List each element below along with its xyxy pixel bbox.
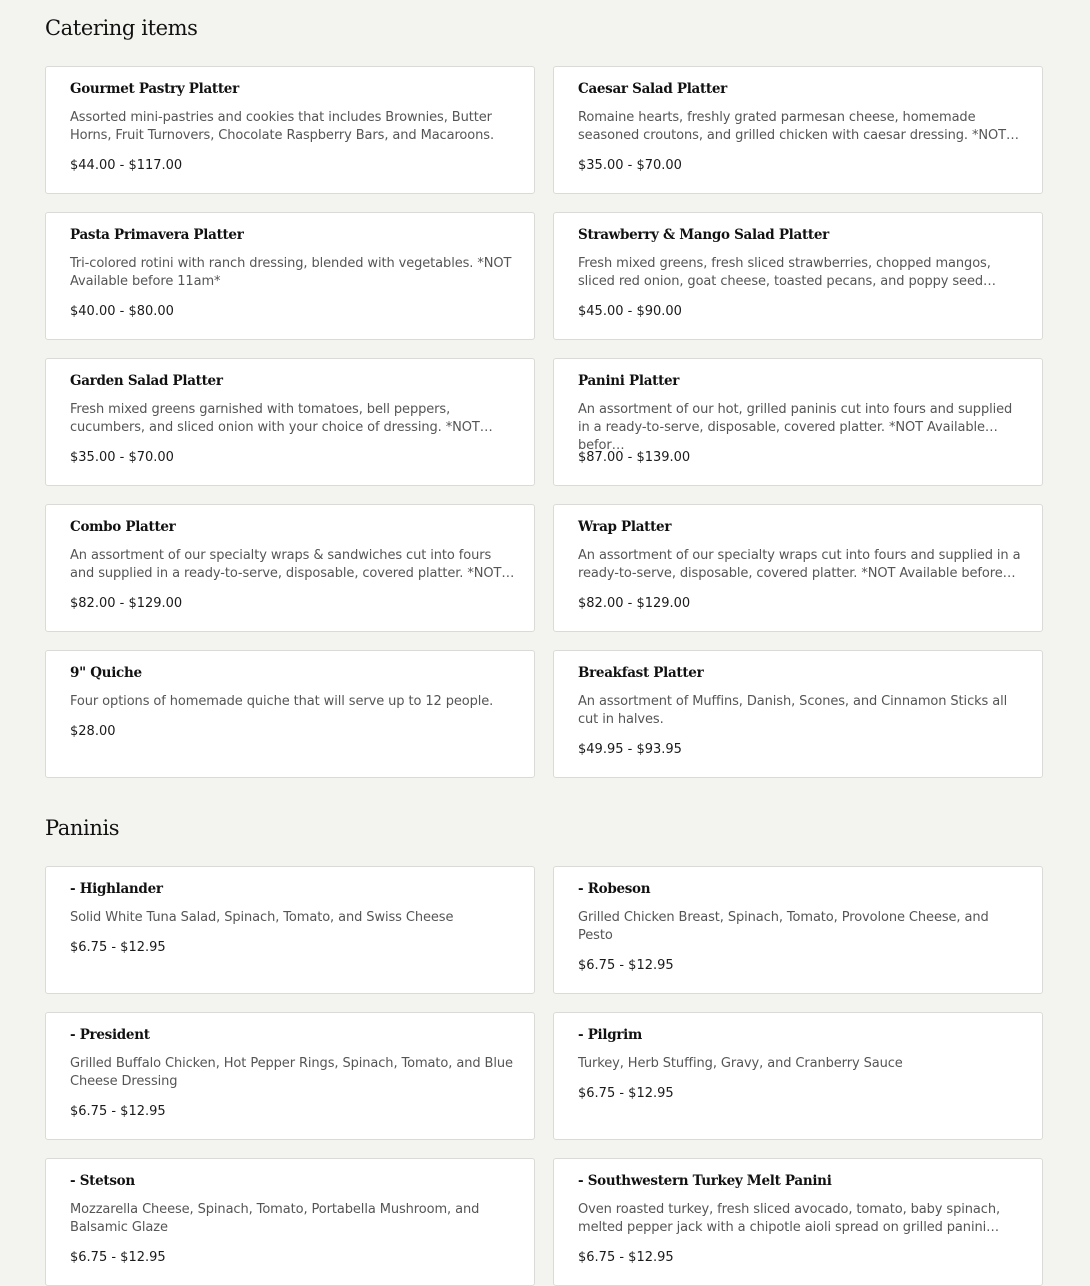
item-name: Strawberry & Mango Salad Platter xyxy=(578,227,829,243)
item-description: An assortment of our specialty wraps cut into fours and supplied in a ready-to-serve, disposable, covered platter. *NOT Available before… xyxy=(578,548,1021,581)
item-description: Fresh mixed greens garnished with tomatoes, bell peppers, cucumbers, and sliced onion with your choice of dressing. *NOT… xyxy=(70,402,493,435)
item-price: $82.00 - $129.00 xyxy=(578,596,691,611)
item-price: $49.95 - $93.95 xyxy=(578,742,682,757)
menu-item-card[interactable] xyxy=(45,212,535,340)
item-name: Combo Platter xyxy=(70,519,176,535)
item-price: $44.00 - $117.00 xyxy=(70,158,183,173)
menu-item-card[interactable] xyxy=(45,504,535,632)
menu-item-card[interactable] xyxy=(45,866,535,994)
item-description: Turkey, Herb Stuffing, Gravy, and Cranberry Sauce xyxy=(578,1056,903,1071)
item-description: An assortment of our hot, grilled paninis cut into fours and supplied in a ready-to-serve, disposable, covered platter. *NOT Available befor… xyxy=(578,402,1013,453)
menu-item-card[interactable] xyxy=(45,650,535,778)
menu-item-card[interactable] xyxy=(553,1012,1043,1140)
item-name: Garden Salad Platter xyxy=(70,373,223,389)
item-price: $45.00 - $90.00 xyxy=(578,304,682,319)
item-description: Assorted mini-pastries and cookies that includes Brownies, Butter Horns, Fruit Turnovers, Chocolate Raspberry Bars, and Macaroons. xyxy=(70,110,494,143)
menu-item-card[interactable] xyxy=(553,504,1043,632)
item-name: - Southwestern Turkey Melt Panini xyxy=(578,1173,832,1189)
item-price: $35.00 - $70.00 xyxy=(578,158,682,173)
item-description: Mozzarella Cheese, Spinach, Tomato, Portabella Mushroom, and Balsamic Glaze xyxy=(70,1202,480,1235)
item-price: $6.75 - $12.95 xyxy=(578,1086,674,1101)
item-description: Four options of homemade quiche that will serve up to 12 people. xyxy=(70,694,494,709)
item-price: $6.75 - $12.95 xyxy=(578,1250,674,1265)
item-description: Grilled Buffalo Chicken, Hot Pepper Rings, Spinach, Tomato, and Blue Cheese Dressing xyxy=(70,1056,513,1089)
item-price: $87.00 - $139.00 xyxy=(578,450,691,465)
menu-item-card[interactable] xyxy=(553,358,1043,486)
item-name: Caesar Salad Platter xyxy=(578,81,727,97)
item-price: $82.00 - $129.00 xyxy=(70,596,183,611)
item-price: $40.00 - $80.00 xyxy=(70,304,174,319)
item-name: Pasta Primavera Platter xyxy=(70,227,244,243)
item-description: An assortment of our specialty wraps & sandwiches cut into fours and supplied in a ready-to-serve, disposable, covered platter. *NOT… xyxy=(70,548,515,581)
item-description: Romaine hearts, freshly grated parmesan cheese, homemade seasoned croutons, and grilled chicken with caesar dressing. *NOT… xyxy=(578,110,1019,143)
item-price: $35.00 - $70.00 xyxy=(70,450,174,465)
menu-item-card[interactable] xyxy=(45,1012,535,1140)
item-price: $6.75 - $12.95 xyxy=(70,940,166,955)
item-description: Grilled Chicken Breast, Spinach, Tomato, Provolone Cheese, and Pesto xyxy=(578,910,989,943)
item-name: Gourmet Pastry Platter xyxy=(70,81,239,97)
menu-item-card[interactable] xyxy=(553,212,1043,340)
item-price: $6.75 - $12.95 xyxy=(578,958,674,973)
section-title-catering: Catering items xyxy=(45,16,198,40)
item-description: Fresh mixed greens, fresh sliced strawberries, chopped mangos, sliced red onion, goat cheese, toasted pecans, and poppy seed… xyxy=(578,256,996,289)
item-description: Oven roasted turkey, fresh sliced avocado, tomato, baby spinach, melted pepper jack with a chipotle aioli spread on grilled panini… xyxy=(578,1202,1000,1235)
menu-item-card[interactable] xyxy=(45,66,535,194)
item-price: $6.75 - $12.95 xyxy=(70,1104,166,1119)
item-price: $28.00 xyxy=(70,724,116,739)
menu-item-card[interactable] xyxy=(45,1158,535,1286)
item-name: - Highlander xyxy=(70,881,163,897)
item-description: An assortment of Muffins, Danish, Scones, and Cinnamon Sticks all cut in halves. xyxy=(578,694,1008,727)
menu-item-card[interactable] xyxy=(45,358,535,486)
menu-item-card[interactable] xyxy=(553,650,1043,778)
item-name: Breakfast Platter xyxy=(578,665,704,681)
menu-item-card[interactable] xyxy=(553,1158,1043,1286)
item-name: - Stetson xyxy=(70,1173,135,1189)
section-title-paninis: Paninis xyxy=(45,816,120,840)
item-name: Panini Platter xyxy=(578,373,680,389)
item-name: - Robeson xyxy=(578,881,651,897)
menu-item-card[interactable] xyxy=(553,866,1043,994)
item-name: - President xyxy=(70,1027,150,1043)
item-name: - Pilgrim xyxy=(578,1027,642,1043)
menu-item-card[interactable] xyxy=(553,66,1043,194)
item-price: $6.75 - $12.95 xyxy=(70,1250,166,1265)
item-name: Wrap Platter xyxy=(578,519,672,535)
item-description: Solid White Tuna Salad, Spinach, Tomato, and Swiss Cheese xyxy=(70,910,454,925)
item-description: Tri-colored rotini with ranch dressing, blended with vegetables. *NOT Available before 11am* xyxy=(70,256,512,289)
item-name: 9" Quiche xyxy=(70,665,142,681)
